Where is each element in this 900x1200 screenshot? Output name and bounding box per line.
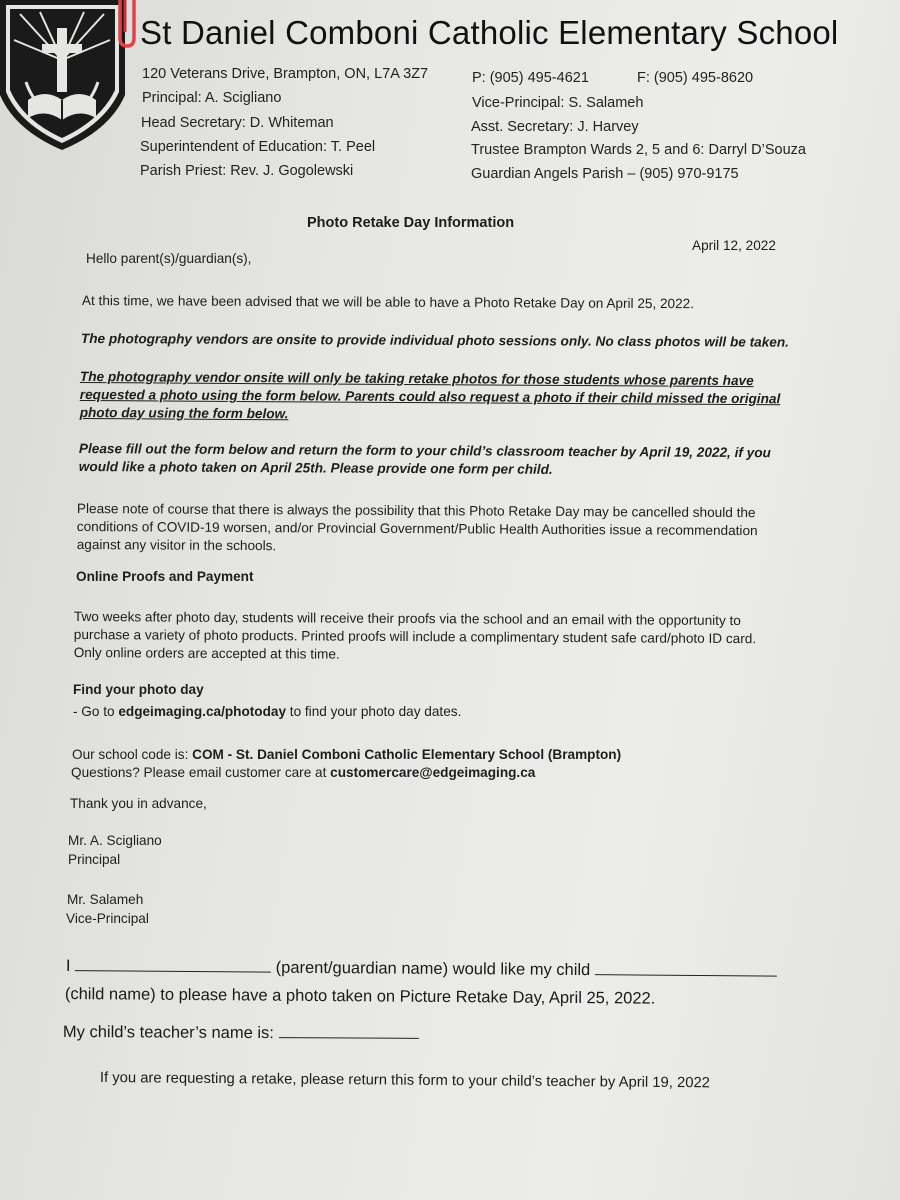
superintendent-line: Superintendent of Education: T. Peel xyxy=(140,139,376,155)
trustee-line: Trustee Brampton Wards 2, 5 and 6: Darryl D’Souza xyxy=(471,142,806,158)
paragraph-line: would like a photo taken on April 25th. Please provide one form per child. xyxy=(78,458,553,477)
paragraph-line: against any visitor in the schools. xyxy=(76,536,277,554)
paragraph-line: Only online orders are accepted at this time. xyxy=(73,644,340,662)
principal-line: Principal: A. Scigliano xyxy=(142,90,282,106)
paragraph-line: requested a photo using the form below. Parents could also request a photo if their child missed the original xyxy=(79,386,781,407)
questions-prefix: Questions? Please email customer care at xyxy=(71,765,331,780)
asst-secretary-line: Asst. Secretary: J. Harvey xyxy=(471,119,639,135)
paragraph-line: purchase a variety of photo products. Printed proofs will include a complimentary student safe card/photo ID card. xyxy=(73,626,757,647)
letter-date: April 12, 2022 xyxy=(692,238,776,253)
signature-vp-title: Vice-Principal xyxy=(66,911,149,926)
paragraph-line: The photography vendor onsite will only be taking retake photos for those students whose parents have xyxy=(79,368,754,389)
photoday-link[interactable]: edgeimaging.ca/photoday xyxy=(118,704,287,719)
paragraph-proofs xyxy=(74,608,757,666)
paragraph-covid-note xyxy=(77,500,758,558)
find-photo-day-heading: Find your photo day xyxy=(73,682,204,697)
parent-name-field[interactable] xyxy=(75,956,271,973)
school-code-value: COM - St. Daniel Comboni Catholic Elementary School (Brampton) xyxy=(192,747,622,762)
greeting: Hello parent(s)/guardian(s), xyxy=(86,251,252,266)
proofs-heading: Online Proofs and Payment xyxy=(76,569,254,584)
paragraph-line: Please note of course that there is always the possibility that this Photo Retake Day may be cancelled should the xyxy=(76,500,756,521)
fax-number: F: (905) 495-8620 xyxy=(637,70,754,86)
find-prefix: - Go to xyxy=(73,704,119,719)
letter-title: Photo Retake Day Information xyxy=(307,215,515,231)
parent-name-caption: (parent/guardian name) would like my child xyxy=(275,958,591,980)
paragraph-individual-only: The photography vendors are onsite to provide individual photo sessions only. No class photos will be taken. xyxy=(80,331,789,350)
head-secretary-line: Head Secretary: D. Whiteman xyxy=(141,115,334,131)
form-pronoun: I xyxy=(65,956,71,976)
paragraph-line: Please fill out the form below and return the form to your child’s classroom teacher by April 19, 2022, if you xyxy=(78,440,771,461)
school-name: St Daniel Comboni Catholic Elementary School xyxy=(140,14,839,51)
teacher-name-label: My child’s teacher’s name is: xyxy=(62,1023,274,1043)
child-name-field[interactable] xyxy=(595,960,777,976)
school-address: 120 Veterans Drive, Brampton, ON, L7A 3Z7 xyxy=(142,66,429,82)
paper-clip xyxy=(112,0,142,48)
school-crest-logo xyxy=(0,0,125,150)
customer-care-email[interactable]: customercare@edgeimaging.ca xyxy=(330,765,536,780)
paragraph-form-return xyxy=(79,440,771,480)
form-line-2: (child name) to please have a photo taken on Picture Retake Day, April 25, 2022. xyxy=(64,985,656,1008)
signature-principal-name: Mr. A. Scigliano xyxy=(68,833,162,848)
find-photo-day-line xyxy=(73,703,461,721)
school-code-line xyxy=(72,746,621,764)
signature-vp-name: Mr. Salameh xyxy=(67,892,144,907)
paragraph-line: Two weeks after photo day, students will receive their proofs via the school and an email with the opportunity to xyxy=(73,609,741,629)
thank-you-line: Thank you in advance, xyxy=(70,796,207,811)
paragraph-line: conditions of COVID-19 worsen, and/or Provincial Government/Public Health Authorities issue a recommendation xyxy=(76,518,758,539)
phone-number: P: (905) 495-4621 xyxy=(472,70,589,86)
paragraph-line: photo day using the form below. xyxy=(79,404,289,422)
teacher-name-line xyxy=(63,1022,419,1044)
form-line-1 xyxy=(66,956,777,982)
school-code-prefix: Our school code is: xyxy=(72,747,193,762)
parish-priest-line: Parish Priest: Rev. J. Gogolewski xyxy=(140,163,354,179)
find-suffix: to find your photo day dates. xyxy=(286,704,462,719)
paragraph-retake-date: At this time, we have been advised that we will be able to have a Photo Retake Day on April 25, 2022. xyxy=(81,293,695,312)
vice-principal-line: Vice-Principal: S. Salameh xyxy=(472,95,644,111)
return-form-note: If you are requesting a retake, please return this form to your child’s teacher by April 19, 2022 xyxy=(99,1070,711,1092)
teacher-name-field[interactable] xyxy=(278,1023,418,1039)
paragraph-retake-request xyxy=(80,368,781,426)
signature-principal-title: Principal xyxy=(68,852,121,867)
questions-line xyxy=(71,764,535,782)
parish-line: Guardian Angels Parish – (905) 970-9175 xyxy=(471,166,739,182)
